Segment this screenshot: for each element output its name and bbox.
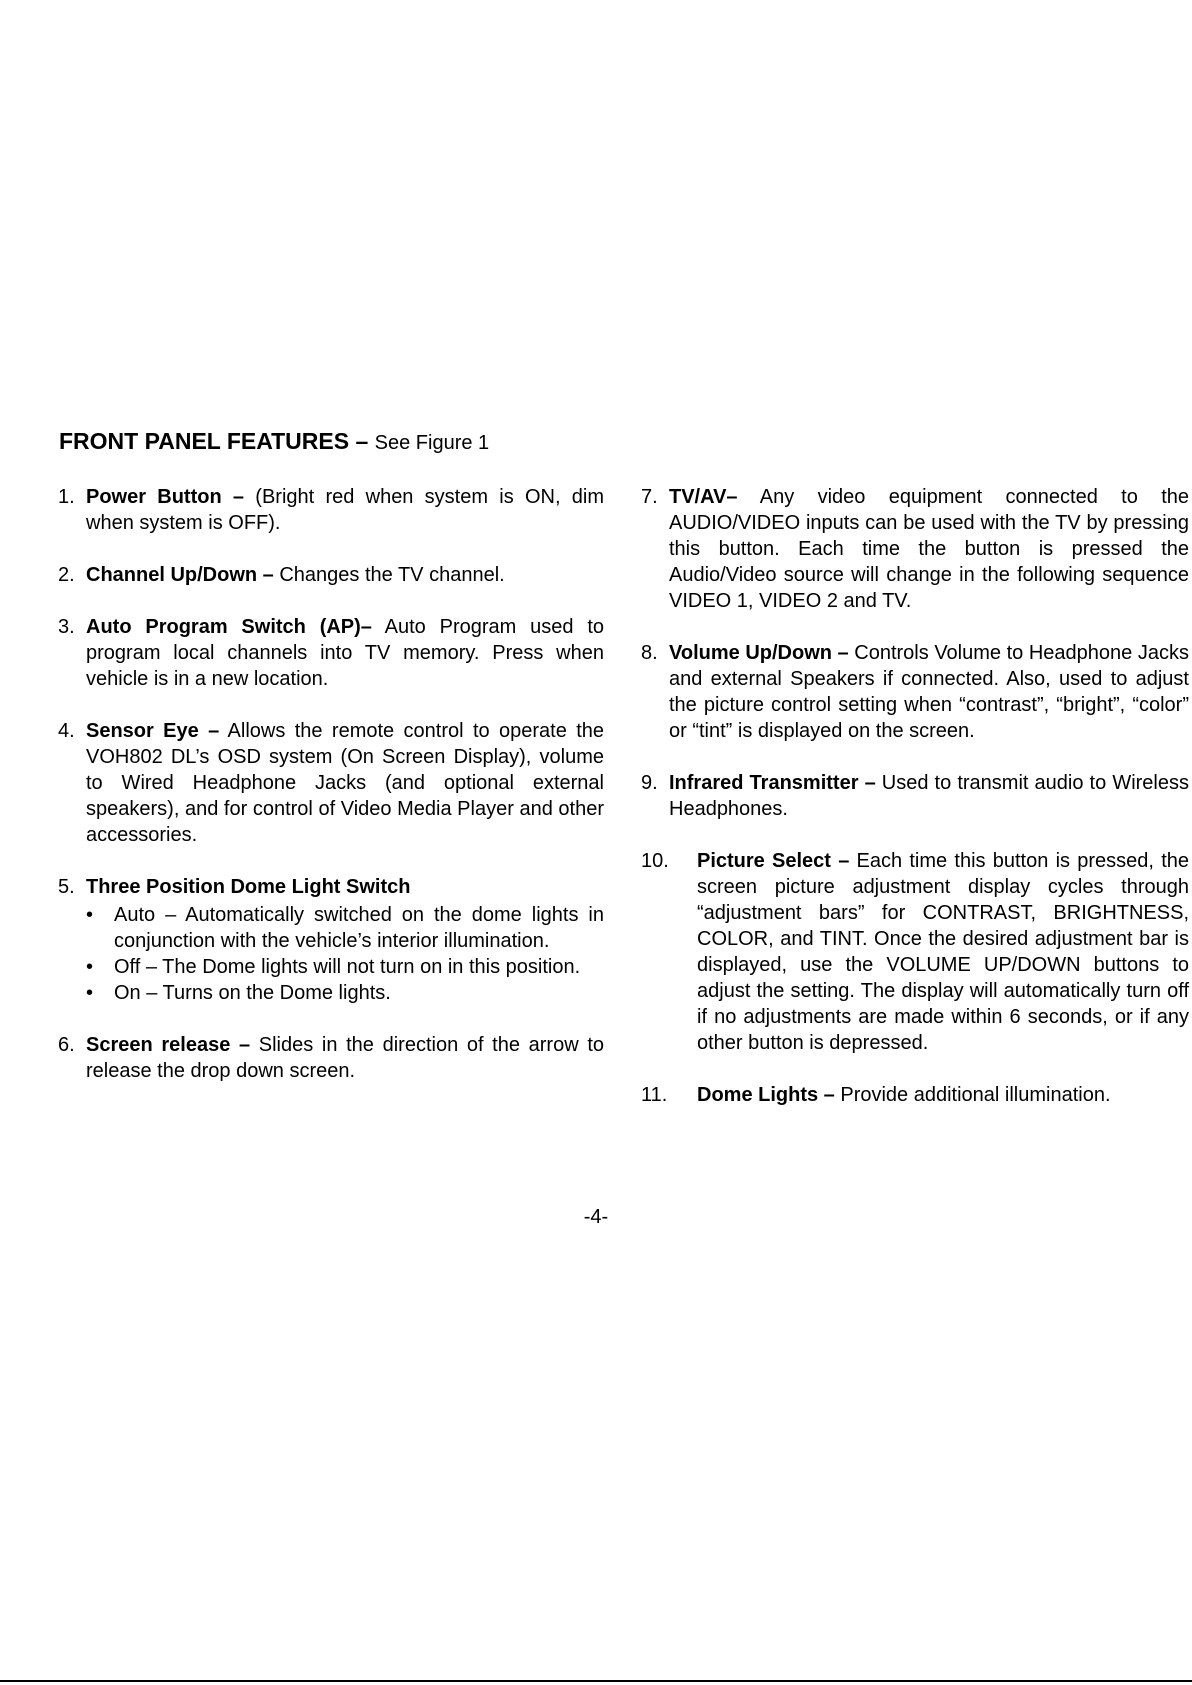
feature-item-4 [58, 718, 604, 848]
item-body [697, 848, 1189, 1056]
item-text: Changes the TV channel. [273, 564, 505, 586]
item-body [697, 1082, 1189, 1108]
bullet-item [86, 980, 604, 1006]
item-text: Auto Program used to program local channels into TV memory. Press when vehicle is in a new location. [86, 616, 604, 690]
item-number: 3. [58, 616, 75, 638]
item-body [86, 874, 604, 1006]
item-number: 10. [641, 850, 669, 872]
item-text: Used to transmit audio to Wireless Headphones. [669, 772, 1189, 820]
item-text: Any video equipment connected to the AUDIO/VIDEO inputs can be used with the TV by pressing this button. Each time the button is pressed the Audio/Video source will change in the following sequence VIDEO 1, VIDEO 2 and TV. [669, 486, 1189, 612]
feature-item-7 [641, 484, 1189, 614]
bullet-icon: • [86, 904, 94, 926]
item-title: Dome Lights – [697, 1084, 835, 1106]
item-body [669, 770, 1189, 822]
feature-item-11 [641, 1082, 1189, 1108]
page-heading [59, 428, 489, 455]
left-column [58, 484, 604, 1110]
item-number: 11. [641, 1084, 668, 1106]
item-text: Allows the remote control to operate the VOH802 DL’s OSD system (On Screen Display), volume to Wired Headphone Jacks (and optional external speakers), and for control of Video Media Player and other accessories. [86, 720, 605, 846]
item-title: Power Button – [86, 486, 245, 508]
item-number: 6. [58, 1034, 75, 1056]
item-title: Infrared Transmitter – [669, 772, 876, 794]
bullet-text: Auto – Automatically switched on the dome lights in conjunction with the vehicle’s interior illumination. [114, 904, 604, 952]
item-number: 9. [641, 772, 658, 794]
feature-item-10 [641, 848, 1189, 1056]
feature-item-3 [58, 614, 604, 692]
item-body [86, 718, 604, 848]
bullet-item [86, 954, 604, 980]
bullet-item [86, 902, 604, 954]
bullet-text: On – Turns on the Dome lights. [114, 982, 391, 1004]
item-text: Provide additional illumination. [834, 1084, 1111, 1106]
item-body [86, 562, 604, 588]
item-number: 2. [58, 564, 75, 586]
feature-item-2 [58, 562, 604, 588]
item-body [86, 614, 604, 692]
item-number: 8. [641, 642, 658, 664]
item-body [669, 484, 1189, 614]
bullet-text: Off – The Dome lights will not turn on in this position. [114, 956, 581, 978]
item-title: Channel Up/Down – [86, 564, 274, 586]
right-column [641, 484, 1189, 1134]
item-title: Volume Up/Down – [669, 642, 849, 664]
item-number: 5. [58, 876, 75, 898]
dome-switch-options [86, 902, 604, 1006]
bullet-icon: • [86, 956, 94, 978]
bullet-icon: • [86, 982, 94, 1004]
item-number: 7. [641, 486, 658, 508]
feature-item-6 [58, 1032, 604, 1084]
item-title: Auto Program Switch (AP)– [86, 616, 372, 638]
item-title: Picture Select – [697, 850, 850, 872]
item-text: Controls Volume to Headphone Jacks and external Speakers if connected. Also, used to adjust the picture control setting when “contrast”, “bright”, “color” or “tint” is displayed on the screen. [669, 642, 1189, 742]
feature-item-1 [58, 484, 604, 536]
feature-item-5 [58, 874, 604, 1006]
item-title: Sensor Eye – [86, 720, 220, 742]
item-title: TV/AV– [669, 486, 738, 508]
heading-subtitle: See Figure 1 [374, 432, 490, 454]
item-number: 1. [58, 486, 75, 508]
item-body [669, 640, 1189, 744]
item-text: (Bright red when system is ON, dim when system is OFF). [86, 486, 604, 534]
item-body [86, 1032, 604, 1084]
item-text: Each time this button is pressed, the screen picture adjustment display cycles through “adjustment bars” for CONTRAST, BRIGHTNESS, COLOR, and TINT. Once the desired adjustment bar is displayed, use the VOLUME UP/DOWN buttons to adjust the setting. The display will automatically turn off if no adjustments are made within 6 seconds, or if any other button is depressed. [697, 850, 1190, 1054]
bottom-rule [0, 1680, 1192, 1682]
feature-item-9 [641, 770, 1189, 822]
page-number: -4- [583, 1206, 609, 1228]
item-text: Slides in the direction of the arrow to release the drop down screen. [86, 1034, 604, 1082]
feature-item-8 [641, 640, 1189, 744]
item-title: Three Position Dome Light Switch [86, 876, 411, 898]
item-number: 4. [58, 720, 75, 742]
item-body [86, 484, 604, 536]
heading-title: FRONT PANEL FEATURES – [59, 428, 369, 454]
item-title: Screen release – [86, 1034, 251, 1056]
